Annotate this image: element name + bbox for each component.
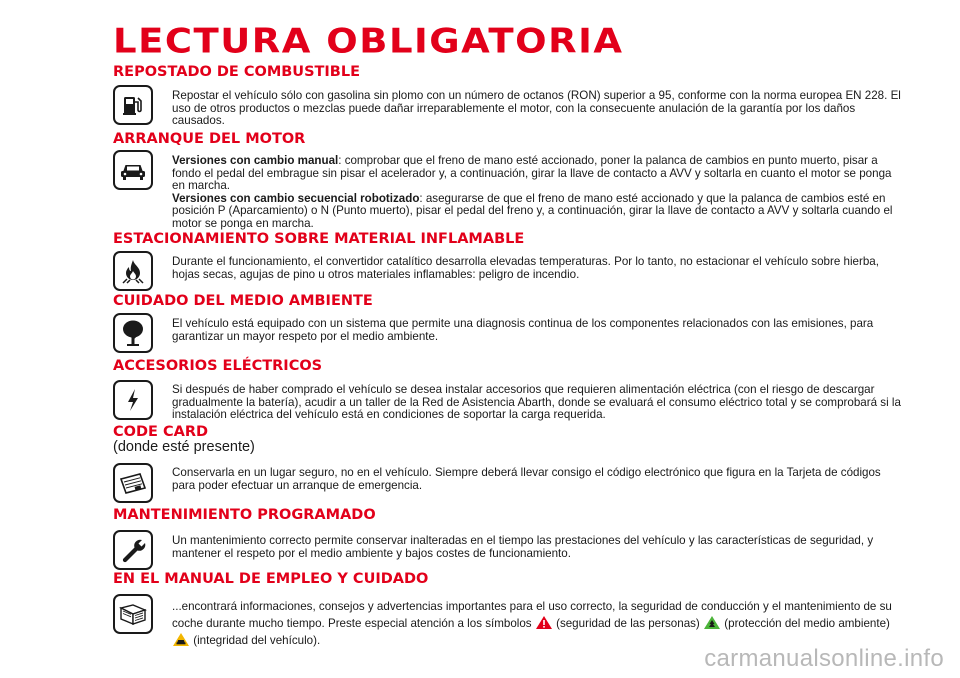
section-heading-environment: CUIDADO DEL MEDIO AMBIENTE	[113, 293, 373, 309]
section-text-fuel: Repostar el vehículo sólo con gasolina sin plomo con un número de octanos (RON) superior a 95, conforme con la norma europea EN 228. El uso de otros productos o mezclas puede dañar irreparablemente el motor, con la consecuente anulación de la garantía por los daños causados.	[172, 89, 901, 128]
section-text-flammable: Durante el funcionamiento, el convertidor catalítico desarrolla elevadas temperaturas. Por lo tanto, no estacionar el vehículo sobre hierba, hojas secas, agujas de pino u otros materiales inflamables: peligro de incendio.	[172, 255, 879, 281]
manual-version-paragraph	[172, 155, 907, 193]
section-text-engine-start	[172, 155, 907, 231]
section-text-electrical: Si después de haber comprado el vehículo se desea instalar accesorios que requieren alimentación eléctrica (con el riesgo de descargar gradualmente la batería), acudir a un taller de la Red de Asistencia Abarth, donde se evaluará el consumo eléctrico total y se comprobará si la instalación eléctrica del vehículo está en condiciones de soportar la carga requerida.	[172, 383, 901, 422]
tree-icon	[113, 313, 153, 353]
section-subheading-code-card: (donde esté presente)	[113, 439, 255, 455]
book-icon	[113, 594, 153, 634]
section-text-environment: El vehículo está equipado con un sistema que permite una diagnosis continua de los componentes relacionados con las emisiones, para garantizar un mayor respeto por el medio ambiente.	[172, 317, 874, 343]
manual-version-label: Versiones con cambio manual	[172, 154, 339, 167]
section-heading-code-card: CODE CARD	[113, 424, 209, 440]
section-heading-engine-start: ARRANQUE DEL MOTOR	[113, 131, 306, 147]
fuel-pump-icon	[113, 85, 153, 125]
section-heading-electrical: ACCESORIOS ELÉCTRICOS	[113, 358, 323, 374]
section-text-code-card: Conservarla en un lugar seguro, no en el vehículo. Siempre deberá llevar consigo el código electrónico que figura en la Tarjeta de códigos para poder efectuar un arranque de emergencia.	[172, 466, 881, 492]
watermark: carmanualsonline.info	[704, 645, 944, 672]
fire-icon	[113, 251, 153, 291]
manual-text-part-b: (seguridad de las personas)	[556, 617, 700, 630]
lightning-icon	[113, 380, 153, 420]
manual-text-part-a: ...encontrará informaciones, consejos y advertencias importantes para el uso correcto, la seguridad de conducción y el mantenimiento de su coche durante mucho tiempo. Preste especial atención a los símbolos	[172, 600, 892, 630]
wrench-icon	[113, 530, 153, 570]
section-text-maintenance: Un mantenimiento correcto permite conservar inalteradas en el tiempo las prestaciones del vehículo y las características de seguridad, y mantener el respeto por el medio ambiente y bajos costes de funcionamiento.	[172, 534, 874, 560]
manual-text-part-d: (integridad del vehículo).	[193, 634, 321, 647]
robotized-version-paragraph	[172, 193, 907, 231]
environment-symbol-icon	[703, 615, 721, 630]
manual-text-part-c: (protección del medio ambiente)	[724, 617, 890, 630]
car-icon	[113, 150, 153, 190]
robotized-version-text: : asegurarse de que el freno de mano esté accionado y que la palanca de cambios esté en posición P (Aparcamiento) o N (Punto muerto), pisar el pedal del freno y, a continuación, girar la llave de contacto a AVV y soltarla cuando el motor se ponga en marcha.	[172, 191, 893, 230]
section-text-manual	[172, 598, 907, 649]
robotized-version-label: Versiones con cambio secuencial robotizado	[172, 191, 420, 205]
page-title: LECTURA OBLIGATORIA	[113, 21, 624, 61]
code-card-icon	[113, 463, 153, 503]
section-heading-fuel: REPOSTADO DE COMBUSTIBLE	[113, 64, 361, 80]
people-safety-symbol-icon	[535, 615, 553, 630]
manual-version-text: : comprobar que el freno de mano esté accionado, poner la palanca de cambios en punto muerto, pisar a fondo el pedal del embrague sin pisar el acelerador y, a continuación, girar la llave de contacto a AVV y soltarla en cuanto el motor se ponga en marcha.	[172, 154, 892, 193]
section-heading-manual: EN EL MANUAL DE EMPLEO Y CUIDADO	[113, 571, 429, 587]
section-heading-maintenance: MANTENIMIENTO PROGRAMADO	[113, 507, 376, 523]
section-heading-flammable: ESTACIONAMIENTO SOBRE MATERIAL INFLAMABLE	[113, 231, 525, 247]
vehicle-integrity-symbol-icon	[172, 632, 190, 647]
